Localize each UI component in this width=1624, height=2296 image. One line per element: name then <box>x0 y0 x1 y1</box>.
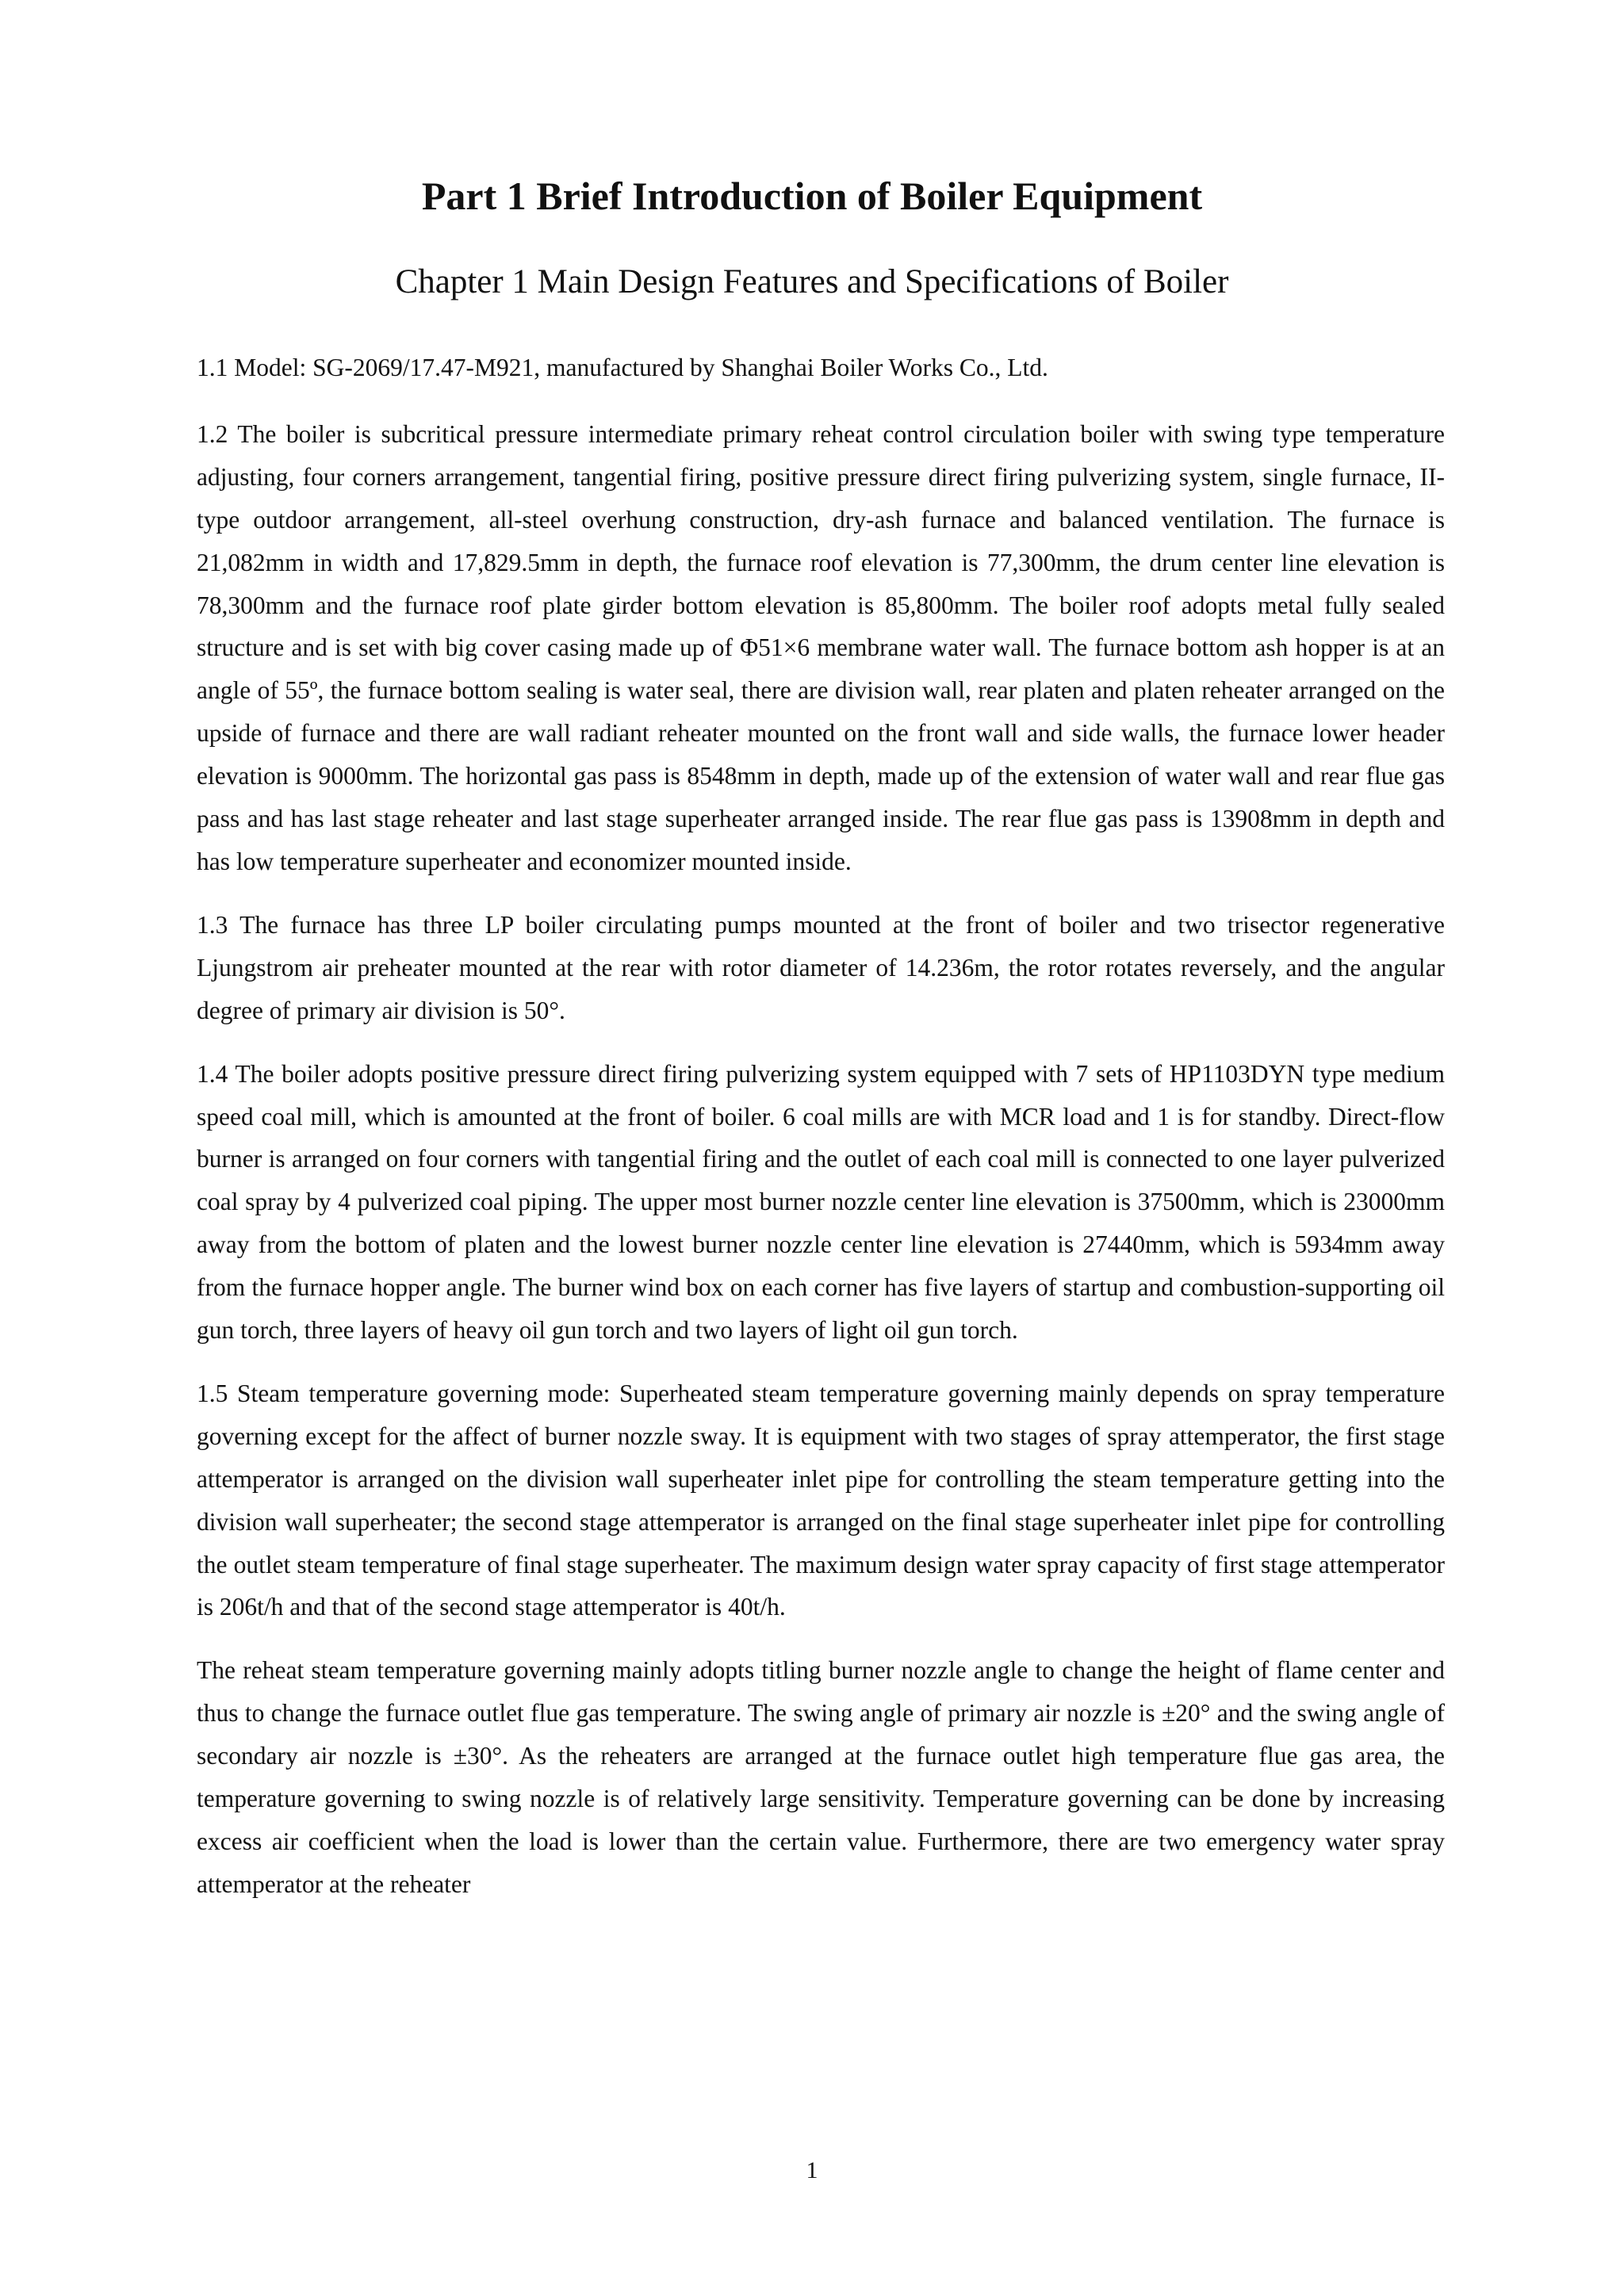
paragraph-reheat-temperature: The reheat steam temperature governing mainly adopts titling burner nozzle angle to change the height of flame center and thus to change the furnace outlet flue gas temperature. The swing angle of primary air nozzle is ±20° and the swing angle of secondary air nozzle is ±30°. As the reheaters are arranged at the furnace outlet high temperature flue gas area, the temperature governing to swing nozzle is of relatively large sensitivity. Temperature governing can be done by increasing excess air coefficient when the load is lower than the certain value. Furthermore, there are two emergency water spray attemperator at the reheater <box>197 1656 1445 1898</box>
paragraph-1-2-boiler-description: 1.2 The boiler is subcritical pressure intermediate primary reheat control circulation boiler with swing type temperature adjusting, four corners arrangement, tangential firing, positive pressure direct firing pulverizing system, single furnace, II-type outdoor arrangement, all-steel overhung construction, dry-ash furnace and balanced ventilation. The furnace is 21,082mm in width and 17,829.5mm in depth, the furnace roof elevation is 77,300mm, the drum center line elevation is 78,300mm and the furnace roof plate girder bottom elevation is 85,800mm. The boiler roof adopts metal fully sealed structure and is set with big cover casing made up of Φ51×6 membrane water wall. The furnace bottom ash hopper is at an angle of 55º, the furnace bottom sealing is water seal, there are division wall, rear platen and platen reheater arranged on the upside of furnace and there are wall radiant reheater mounted on the front wall and side walls, the furnace lower header elevation is 9000mm. The horizontal gas pass is 8548mm in depth, made up of the extension of water wall and rear flue gas pass and has last stage reheater and last stage superheater arranged inside. The rear flue gas pass is 13908mm in depth and has low temperature superheater and economizer mounted inside. <box>197 419 1445 875</box>
paragraph-1-1-model: 1.1 Model: SG-2069/17.47-M921, manufactured by Shanghai Boiler Works Co., Ltd. <box>197 354 1048 381</box>
paragraph-1-3-pumps-preheater: 1.3 The furnace has three LP boiler circulating pumps mounted at the front of boiler and two trisector regenerative Ljungstrom air preheater mounted at the rear with rotor diameter of 14.236m, the rotor rotates reversely, and the angular degree of primary air division is 50°. <box>197 910 1445 1024</box>
paragraph-1-4-pulverizing-system: 1.4 The boiler adopts positive pressure direct firing pulverizing system equipped with 7 sets of HP1103DYN type medium speed coal mill, which is amounted at the front of boiler. 6 coal mills are with MCR load and 1 is for standby. Direct-flow burner is arranged on four corners with tangential firing and the outlet of each coal mill is connected to one layer pulverized coal spray by 4 pulverized coal piping. The upper most burner nozzle center line elevation is 37500mm, which is 23000mm away from the bottom of platen and the lowest burner nozzle center line elevation is 27440mm, which is 5934mm away from the furnace hopper angle. The burner wind box on each corner has five layers of startup and combustion-supporting oil gun torch, three layers of heavy oil gun torch and two layers of light oil gun torch. <box>197 1059 1445 1345</box>
body-text <box>197 346 1445 1927</box>
page-number: 1 <box>806 2157 818 2183</box>
page-title: Part 1 Brief Introduction of Boiler Equipment <box>421 174 1203 218</box>
chapter-heading: Chapter 1 Main Design Features and Specifications of Boiler <box>395 263 1229 300</box>
paragraph-1-5-steam-temperature: 1.5 Steam temperature governing mode: Superheated steam temperature governing mainly depends on spray temperature governing except for the affect of burner nozzle sway. It is equipment with two stages of spray attemperator, the first stage attemperator is arranged on the division wall superheater inlet pipe for controlling the steam temperature getting into the division wall superheater; the second stage attemperator is arranged on the final stage superheater inlet pipe for controlling the outlet steam temperature of final stage superheater. The maximum design water spray capacity of first stage attemperator is 206t/h and that of the second stage attemperator is 40t/h. <box>197 1379 1445 1621</box>
